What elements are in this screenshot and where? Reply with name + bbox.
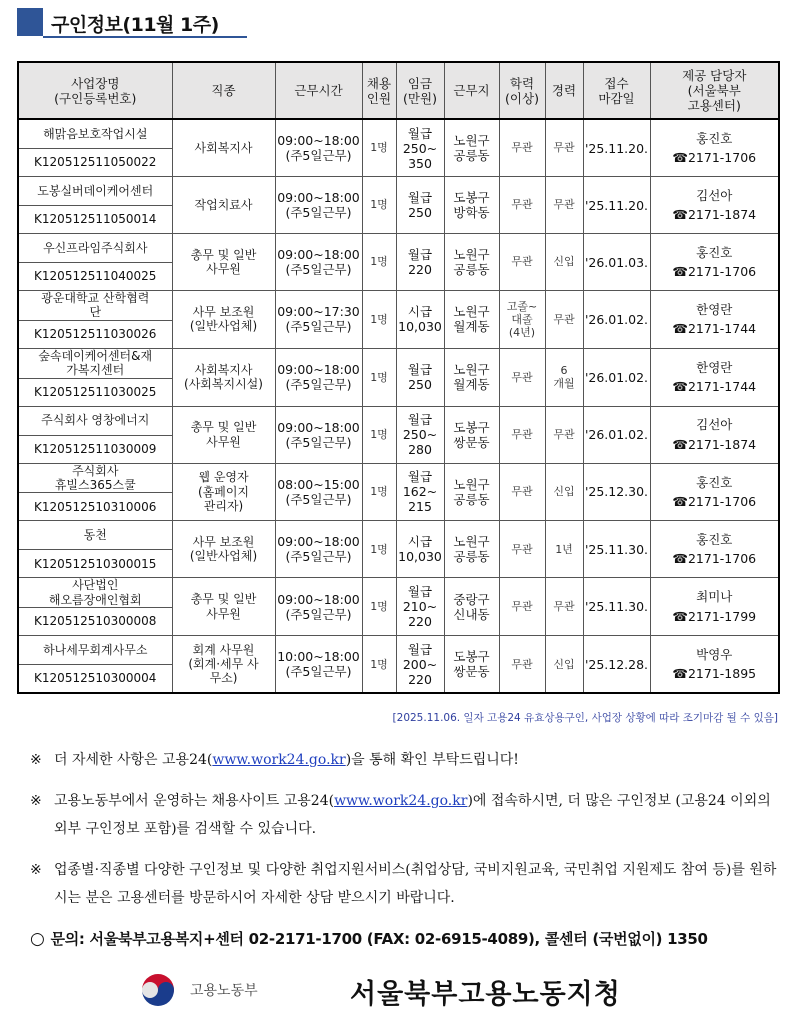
- wage-cell: 월급 162~ 215: [396, 463, 444, 521]
- registration-number-cell: K120512511030009: [18, 435, 172, 463]
- taegeuk-logo-icon: [136, 972, 180, 1008]
- note-mark: ※: [30, 793, 42, 809]
- registration-number-cell: K120512511030025: [18, 378, 172, 406]
- location-cell: 도봉구 방학동: [444, 177, 499, 234]
- experience-cell: 무관: [545, 177, 583, 234]
- education-cell: 무관: [499, 177, 545, 234]
- deadline-cell: '25.11.30.: [583, 521, 650, 578]
- note-1-text: 더 자세한 사항은 고용24(: [54, 752, 213, 768]
- manager-phone: ☎2171-1706: [672, 551, 757, 567]
- experience-cell: 신입: [545, 234, 583, 291]
- inquiry-line: [30, 928, 708, 949]
- deadline-cell: '26.01.02.: [583, 406, 650, 463]
- registration-number-cell: K120512510300004: [18, 665, 172, 694]
- manager-phone: ☎2171-1706: [672, 493, 757, 509]
- experience-cell: 무관: [545, 291, 583, 349]
- company-name-cell: 우신프라임주식회사: [18, 234, 172, 263]
- manager-phone: ☎2171-1744: [672, 379, 757, 395]
- deadline-cell: '25.11.30.: [583, 578, 650, 636]
- count-cell: 1명: [362, 406, 396, 463]
- deadline-cell: '26.01.02.: [583, 348, 650, 406]
- deadline-cell: '26.01.03.: [583, 234, 650, 291]
- deadline-cell: '25.12.30.: [583, 463, 650, 521]
- header-wage: 임금 (만원): [396, 62, 444, 119]
- contact-cell: [650, 406, 779, 463]
- location-cell: 노원구 공릉동: [444, 234, 499, 291]
- manager-name: 홍진호: [696, 244, 733, 260]
- deadline-cell: '26.01.02.: [583, 291, 650, 349]
- wage-cell: 월급 250~ 350: [396, 119, 444, 177]
- manager-name: 김선아: [696, 187, 733, 203]
- hours-cell: 09:00~18:00 (주5일근무): [275, 578, 362, 636]
- location-cell: 노원구 월계동: [444, 291, 499, 349]
- note-3-text: 업종별·직종별 다양한 구인정보 및 다양한 취업지원서비스(취업상담, 국비지원교육, 국민취업 지원제도 참여 등)를 원하시는 분은 고용센터를 방문하시어 자세한 상담 받으시기 바랍니다.: [54, 862, 777, 906]
- manager-name: 홍진호: [696, 474, 733, 490]
- table-row: [18, 234, 779, 263]
- work24-link[interactable]: www.work24.go.kr: [334, 793, 468, 809]
- manager-name: 한영란: [696, 359, 733, 375]
- wage-cell: 월급 250~ 280: [396, 406, 444, 463]
- title-underline: [43, 36, 247, 38]
- note-2-text: 고용노동부에서 운영하는 채용사이트 고용24(: [54, 793, 335, 809]
- note-1-text-end: )을 통해 확인 부탁드립니다!: [345, 752, 519, 768]
- deadline-cell: '25.11.20.: [583, 177, 650, 234]
- registration-number-cell: K120512511030026: [18, 320, 172, 348]
- inquiry-bullet: ○: [30, 929, 45, 949]
- note-3: [30, 856, 785, 912]
- manager-phone: ☎2171-1874: [672, 207, 757, 222]
- job-cell: 사회복지사 (사회복지시설): [172, 348, 275, 406]
- contact-cell: [650, 578, 779, 636]
- manager-phone: ☎2171-1744: [672, 321, 757, 337]
- table-row: [18, 348, 779, 378]
- experience-cell: 1년: [545, 521, 583, 578]
- count-cell: 1명: [362, 463, 396, 521]
- manager-phone: ☎2171-1706: [672, 264, 757, 279]
- count-cell: 1명: [362, 291, 396, 349]
- hours-cell: 09:00~18:00 (주5일근무): [275, 348, 362, 406]
- education-cell: 무관: [499, 578, 545, 636]
- note-2-text-end: )에 접속하시면, 더 많은 구인정보 (고용24 이외의 외부 구인정보 포함)를 검색할 수 있습니다.: [54, 793, 771, 837]
- header-deadline: 접수 마감일: [583, 62, 650, 119]
- location-cell: 노원구 월계동: [444, 348, 499, 406]
- count-cell: 1명: [362, 578, 396, 636]
- job-cell: 사회복지사: [172, 119, 275, 177]
- ministry-name: 고용노동부: [190, 983, 258, 999]
- table-row: [18, 406, 779, 435]
- header-hours: 근무시간: [275, 62, 362, 119]
- inquiry-text: 문의: 서울북부고용복지+센터 02-2171-1700 (FAX: 02-6915-4089), 콜센터 (국번없이) 1350: [50, 930, 708, 948]
- hours-cell: 08:00~15:00 (주5일근무): [275, 463, 362, 521]
- contact-cell: [650, 463, 779, 521]
- registration-number-cell: K120512511040025: [18, 263, 172, 291]
- experience-cell: 무관: [545, 119, 583, 177]
- company-name-cell: 도봉실버데이케어센터: [18, 177, 172, 206]
- manager-name: 한영란: [696, 302, 733, 318]
- job-cell: 사무 보조원 (일반사업체): [172, 291, 275, 349]
- hours-cell: 10:00~18:00 (주5일근무): [275, 636, 362, 694]
- title-marker: [17, 8, 43, 36]
- job-cell: 작업치료사: [172, 177, 275, 234]
- job-cell: 총무 및 일반 사무원: [172, 234, 275, 291]
- manager-phone: ☎2171-1799: [672, 608, 757, 624]
- header-company: 사업장명 (구인등록번호): [18, 62, 172, 119]
- manager-name: 박영우: [696, 646, 733, 662]
- wage-cell: 시급 10,030: [396, 291, 444, 349]
- table-row: [18, 291, 779, 321]
- hours-cell: 09:00~18:00 (주5일근무): [275, 521, 362, 578]
- note-mark: ※: [30, 752, 42, 768]
- wage-cell: 월급 200~ 220: [396, 636, 444, 694]
- wage-cell: 월급 250: [396, 348, 444, 406]
- job-listing-table: [17, 61, 780, 694]
- contact-cell: [650, 177, 779, 234]
- contact-cell: [650, 291, 779, 349]
- count-cell: 1명: [362, 348, 396, 406]
- count-cell: 1명: [362, 521, 396, 578]
- registration-number-cell: K120512510300015: [18, 550, 172, 578]
- registration-number-cell: K120512510310006: [18, 493, 172, 521]
- registration-number-cell: K120512510300008: [18, 608, 172, 636]
- wage-cell: 월급 250: [396, 177, 444, 234]
- job-cell: 사무 보조원 (일반사업체): [172, 521, 275, 578]
- notes-section: [30, 746, 785, 925]
- education-cell: 무관: [499, 234, 545, 291]
- manager-name: 홍진호: [696, 531, 733, 547]
- table-row: [18, 177, 779, 206]
- hours-cell: 09:00~18:00 (주5일근무): [275, 119, 362, 177]
- registration-number-cell: K120512511050014: [18, 206, 172, 234]
- table-row: [18, 578, 779, 608]
- location-cell: 노원구 공릉동: [444, 463, 499, 521]
- wage-cell: 월급 210~ 220: [396, 578, 444, 636]
- education-cell: 무관: [499, 521, 545, 578]
- education-cell: 무관: [499, 636, 545, 694]
- wage-cell: 월급 220: [396, 234, 444, 291]
- table-row: [18, 636, 779, 665]
- company-name-cell: 하나세무회계사무소: [18, 636, 172, 665]
- count-cell: 1명: [362, 234, 396, 291]
- manager-phone: ☎2171-1706: [672, 150, 757, 165]
- experience-cell: 무관: [545, 406, 583, 463]
- job-cell: 웹 운영자 (홈페이지 관리자): [172, 463, 275, 521]
- location-cell: 노원구 공릉동: [444, 521, 499, 578]
- company-name-cell: 주식회사 영창에너지: [18, 406, 172, 435]
- count-cell: 1명: [362, 177, 396, 234]
- education-cell: 무관: [499, 406, 545, 463]
- education-cell: 무관: [499, 463, 545, 521]
- company-name-cell: 주식회사 휴빌스365스쿨: [18, 463, 172, 493]
- table-row: [18, 521, 779, 550]
- contact-cell: [650, 636, 779, 694]
- job-cell: 총무 및 일반 사무원: [172, 578, 275, 636]
- count-cell: 1명: [362, 119, 396, 177]
- contact-cell: [650, 119, 779, 177]
- contact-cell: [650, 348, 779, 406]
- hours-cell: 09:00~18:00 (주5일근무): [275, 234, 362, 291]
- job-cell: 총무 및 일반 사무원: [172, 406, 275, 463]
- company-name-cell: 사단법인 해오름장애인협회: [18, 578, 172, 608]
- experience-cell: 신입: [545, 463, 583, 521]
- education-cell: 고졸~ 대졸 (4년): [499, 291, 545, 349]
- hours-cell: 09:00~18:00 (주5일근무): [275, 406, 362, 463]
- contact-cell: [650, 521, 779, 578]
- count-cell: 1명: [362, 636, 396, 694]
- experience-cell: 신입: [545, 636, 583, 694]
- table-row: [18, 463, 779, 493]
- header-job: 직종: [172, 62, 275, 119]
- job-cell: 회계 사무원 (회계·세무 사 무소): [172, 636, 275, 694]
- location-cell: 중랑구 신내동: [444, 578, 499, 636]
- note-2: [30, 787, 785, 843]
- header-location: 근무지: [444, 62, 499, 119]
- data-source-footnote: [2025.11.06. 일자 고용24 유효상용구인, 사업장 상황에 따라 조기마감 될 수 있음]: [392, 712, 778, 724]
- header-experience: 경력: [545, 62, 583, 119]
- education-cell: 무관: [499, 348, 545, 406]
- work24-link[interactable]: www.work24.go.kr: [212, 752, 346, 768]
- office-name: 서울북부고용노동지청: [350, 979, 621, 1010]
- manager-phone: ☎2171-1895: [672, 666, 757, 682]
- manager-name: 김선아: [696, 417, 733, 433]
- location-cell: 노원구 공릉동: [444, 119, 499, 177]
- contact-cell: [650, 234, 779, 291]
- deadline-cell: '25.12.28.: [583, 636, 650, 694]
- experience-cell: 6 개월: [545, 348, 583, 406]
- wage-cell: 시급 10,030: [396, 521, 444, 578]
- experience-cell: 무관: [545, 578, 583, 636]
- header-count: 채용 인원: [362, 62, 396, 119]
- location-cell: 도봉구 쌍문동: [444, 636, 499, 694]
- header-contact: 제공 담당자 (서울북부 고용센터): [650, 62, 779, 119]
- location-cell: 도봉구 쌍문동: [444, 406, 499, 463]
- company-name-cell: 광운대학교 산학협력 단: [18, 291, 172, 321]
- page-title: 구인정보(11월 1주): [51, 14, 219, 36]
- deadline-cell: '25.11.20.: [583, 119, 650, 177]
- page-title-block: [17, 8, 247, 38]
- table-header-row: [18, 62, 779, 119]
- manager-phone: ☎2171-1874: [672, 436, 757, 452]
- manager-name: 최미나: [696, 589, 733, 605]
- company-name-cell: 동천: [18, 521, 172, 550]
- hours-cell: 09:00~17:30 (주5일근무): [275, 291, 362, 349]
- education-cell: 무관: [499, 119, 545, 177]
- hours-cell: 09:00~18:00 (주5일근무): [275, 177, 362, 234]
- note-1: [30, 746, 785, 774]
- note-mark: ※: [30, 862, 42, 878]
- registration-number-cell: K120512511050022: [18, 149, 172, 177]
- header-education: 학력 (이상): [499, 62, 545, 119]
- manager-name: 홍진호: [696, 130, 733, 146]
- table-row: [18, 119, 779, 149]
- company-name-cell: 숲속데이케어센터&재 가복지센터: [18, 348, 172, 378]
- company-name-cell: 해맑음보호작업시설: [18, 119, 172, 149]
